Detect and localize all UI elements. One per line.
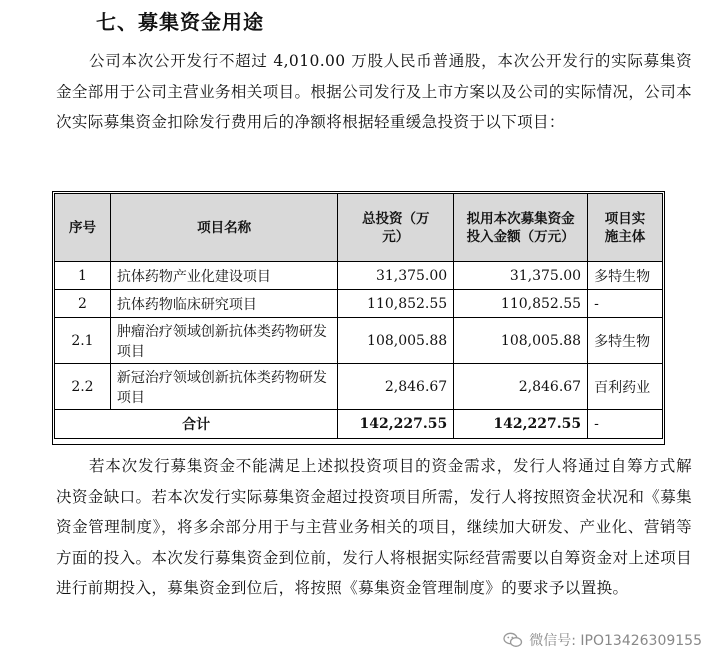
cell-total: 2,846.67 <box>338 364 454 410</box>
table-header-row <box>55 194 663 262</box>
cell-total: 31,375.00 <box>338 262 454 290</box>
cell-entity: - <box>588 290 663 318</box>
total-label: 合计 <box>55 410 338 439</box>
cell-no: 2.1 <box>55 318 111 364</box>
watermark-text: 微信号: IPO13426309155 <box>529 633 702 649</box>
table-row <box>55 290 663 318</box>
cell-total: 110,852.55 <box>338 290 454 318</box>
closing-paragraph: 若本次发行募集资金不能满足上述拟投资项目的资金需求，发行人将通过自筹方式解决资金缺口。若本次发行实际募集资金超过投资项目所需，发行人将按照资金状况和《募集资金管理制度》，将多余部分用于与主营业务相关的项目，继续加大研发、产业化、营销等方面的投入。本次发行募集资金到位前，发行人将根据实际经营需要以自筹资金对上述项目进行前期投入，募集资金到位后，将按照《募集资金管理制度》的要求予以置换。 <box>56 457 693 597</box>
cell-raised: 2,846.67 <box>454 364 588 410</box>
total-raised: 142,227.55 <box>454 410 588 439</box>
header-raised: 拟用本次募集资金投入金额（万元） <box>454 194 588 262</box>
table-row <box>55 262 663 290</box>
cell-no: 2.2 <box>55 364 111 410</box>
total-row <box>55 410 663 439</box>
table-row <box>55 364 663 410</box>
header-no: 序号 <box>55 194 111 262</box>
header-name: 项目名称 <box>110 194 337 262</box>
cell-raised: 110,852.55 <box>454 290 588 318</box>
cell-entity: 多特生物 <box>588 262 663 290</box>
cell-entity: 百利药业 <box>588 364 663 410</box>
table-row <box>55 318 663 364</box>
cell-raised: 108,005.88 <box>454 318 588 364</box>
cell-raised: 31,375.00 <box>454 262 588 290</box>
cell-name: 肿瘤治疗领域创新抗体类药物研发项目 <box>110 318 337 364</box>
cell-name: 新冠治疗领域创新抗体类药物研发项目 <box>110 364 337 410</box>
total-investment: 142,227.55 <box>338 410 454 439</box>
cell-name: 抗体药物产业化建设项目 <box>110 262 337 290</box>
header-total: 总投资（万元） <box>338 194 454 262</box>
cell-no: 2 <box>55 290 111 318</box>
intro-paragraph: 公司本次公开发行不超过 4,010.00 万股人民币普通股，本次公开发行的实际募集资金全部用于公司主营业务相关项目。根据公司发行及上市方案以及公司的实际情况，公司本次实际募集资金扣除发行费用后的净额将根据轻重缓急投资于以下项目： <box>56 52 693 131</box>
cell-total: 108,005.88 <box>338 318 454 364</box>
wechat-icon <box>503 632 523 648</box>
cell-entity: 多特生物 <box>588 318 663 364</box>
cell-name: 抗体药物临床研究项目 <box>110 290 337 318</box>
watermark <box>503 630 702 650</box>
fund-usage-table <box>54 193 663 439</box>
total-entity: - <box>588 410 663 439</box>
section-heading: 七、募集资金用途 <box>96 10 264 34</box>
cell-no: 1 <box>55 262 111 290</box>
header-entity: 项目实施主体 <box>588 194 663 262</box>
